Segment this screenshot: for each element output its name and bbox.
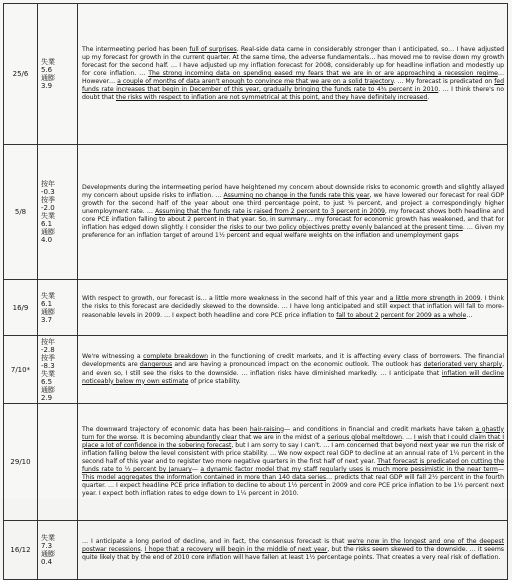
- forecast-value: 6.5: [41, 377, 53, 386]
- quote-text: [78, 336, 508, 404]
- table-row: [4, 280, 508, 336]
- underlined-phrase: fall to about 2 percent for 2009 as a whole: [336, 311, 467, 319]
- underlined-phrase: That forecast is predicated on cutting the funds rate to ½ percent by January: [82, 457, 504, 474]
- forecast-value: 失業: [41, 212, 55, 220]
- text-segment: . … I think there's no doubt that: [82, 86, 504, 102]
- text-segment: … predicts that real GDP will fall 2½ percent in the fourth quarter. … I expect headline PCE price inflation to decline to about 1½ percent in 2009 and core PCE price inflation to be 1½ percent next year. I expect both inflation rates to edge down to 1¼ percent in 2010.: [82, 474, 504, 498]
- text-segment: We're witnessing a: [82, 353, 144, 361]
- text-segment: , and even so, I still see the risks to the downside. … inflation risks have diminished markedly. … I anticipate that: [82, 361, 504, 377]
- text-segment: in the functioning of credit markets, and it is affecting every class of borrowers. The financial developments are: [82, 353, 504, 369]
- underlined-phrase: I wish that I could claim that I place a lot of confidence in the sobering forecast: [82, 433, 504, 449]
- text-segment: The downward trajectory of economic data has been: [82, 425, 250, 433]
- quote-text: [78, 145, 508, 280]
- forecast-value: 3.7: [41, 315, 53, 324]
- forecast-cell: [38, 521, 78, 580]
- forecast-value: 按年: [41, 337, 55, 346]
- quote-text: [78, 521, 508, 580]
- underlined-phrase: serious global meltdown: [327, 433, 402, 441]
- meeting-date: 25/6: [4, 4, 38, 145]
- text-segment: . … My forecast is predicated on: [393, 78, 495, 86]
- text-segment: With respect to growth, our forecast is… a little more weakness in the second half of this year and: [82, 295, 390, 303]
- text-segment: , my forecast shows both headline and core PCE inflation falling to about 2 percent in that year. So, in summary… my forecast for economic growth has weakened, and that for inflation has edged down slightly. I consider the: [82, 207, 504, 232]
- text-segment: . I think the risks to this forecast are decidedly skewed to the downside. … I have long anticipated and still expect that inflation will fall to more-reasonable levels in 2009. … I expect both headline and core PCE price inflation to: [82, 295, 504, 319]
- underlined-phrase: a dynamic factor model that my staff regularly uses is much more pessimistic in the near term: [200, 466, 498, 474]
- underlined-phrase: inflation will decline noticeably below my own estimate: [82, 369, 504, 385]
- underlined-phrase: The strong incoming data on spending eased my fears that we are in or are approaching a recession regime: [148, 69, 498, 77]
- forecast-value: 3.9: [41, 82, 53, 90]
- forecast-value: 通膨: [41, 74, 55, 82]
- text-segment: , but I am sorry to say I can't. … I am concerned that beyond next year we run the risk of inflation falling below the level consistent with price stability. … We now expect real GDP to decline at an annual rate of 1¼ percent in the second half of this year and to register two more negative quarters in the first half of next year.: [82, 441, 504, 465]
- text-segment: , we have lowered our forecast for real GDP growth for the second half of the year about one third percentage point, to just ¾ percent, and project a correspondingly higher unemployment rate. …: [82, 191, 504, 215]
- text-segment: that we are in the midst of a: [236, 433, 328, 441]
- fomc-quotes-table: [3, 3, 508, 580]
- underlined-phrase: deteriorated very sharply: [423, 361, 503, 369]
- underlined-phrase: the risks with respect to inflation are not symmetrical at this point, and they have definitely increased: [115, 94, 428, 102]
- text-segment: . … Given my preference for an inflation target of around 1½ percent and equal welfare weights on the inflation and unemployment gaps: [82, 224, 504, 240]
- quote-text: [78, 280, 508, 336]
- forecast-value: 按季: [41, 196, 55, 204]
- meeting-date: 16/9: [4, 280, 38, 336]
- text-segment: — and conditions in financial and credit markets have taken: [283, 425, 476, 433]
- text-segment: and are having a pronounced impact on the economic outlook. The outlook has: [172, 361, 424, 369]
- forecast-value: -2.0: [41, 204, 55, 212]
- table-row: [4, 145, 508, 280]
- forecast-value: 失業: [41, 369, 55, 378]
- forecast-value: 通膨: [41, 385, 55, 394]
- forecast-cell: [38, 280, 78, 336]
- underlined-phrase: complete breakdown: [143, 353, 208, 361]
- text-segment: , but the risks seem skewed to the downside. … it seems quite likely that by the end of 2010 core inflation will have fallen at least 1½ percentage points. That creates a very real risk of deflation.: [82, 545, 504, 562]
- table-row: [4, 336, 508, 404]
- forecast-value: 2.9: [41, 393, 53, 402]
- text-segment: … However…: [82, 69, 504, 86]
- forecast-cell: [38, 4, 78, 145]
- forecast-value: 7.3: [41, 542, 53, 550]
- forecast-value: 6.1: [41, 220, 53, 228]
- quote-text: [78, 4, 508, 145]
- forecast-value: 通膨: [41, 228, 55, 236]
- underlined-phrase: risks to our two policy objectives pretty evenly balanced at the present time: [229, 224, 463, 232]
- meeting-date: 5/8: [4, 145, 38, 280]
- forecast-value: 按季: [41, 353, 55, 362]
- text-segment: —: [497, 466, 504, 474]
- text-segment: The intermeeting period has been: [82, 45, 190, 53]
- meeting-date: 29/10: [4, 404, 38, 521]
- forecast-value: 通膨: [41, 550, 55, 558]
- forecast-cell: [38, 145, 78, 280]
- forecast-value: -8.3: [41, 361, 55, 370]
- text-segment: …: [466, 311, 473, 319]
- underlined-phrase: This model aggregates the information contained in more than 140 data series: [82, 474, 327, 482]
- underlined-phrase: we're now in the longest and one of the deepest postwar recessions: [82, 537, 504, 553]
- underlined-phrase: full of surprises: [189, 45, 237, 53]
- forecast-value: 6.1: [41, 299, 53, 308]
- table-row: [4, 404, 508, 521]
- meeting-date: 7/10*: [4, 336, 38, 404]
- text-segment: Developments during the intermeeting period have heightened my concern about downside risks to economic growth and slightly allayed my concern about upside risks to inflation. …: [82, 183, 504, 199]
- text-segment: .: [427, 94, 430, 102]
- underlined-phrase: a couple of months of data aren't enough to convince me that we are on a solid trajectory: [117, 78, 394, 86]
- table-row: [4, 521, 508, 580]
- underlined-phrase: hair-raising: [249, 425, 284, 433]
- meeting-date: 16/12: [4, 521, 38, 580]
- underlined-phrase: a little more strength in 2009: [389, 295, 481, 303]
- underlined-phrase: abundantly clear: [185, 433, 237, 441]
- text-segment: . Real-side data came in considerably stronger than I anticipated, so… I have adjusted up my forecast for growth in the current quarter. At the same time, the adverse fundamentals… has moved me to revise down my growth forecast for the second half. … I have adjusted up my inflation forecast for 2008, considerably up for headline inflation and modestly up for core inflation. …: [82, 45, 504, 77]
- forecast-value: -2.8: [41, 345, 55, 354]
- quote-text: [78, 404, 508, 521]
- forecast-value: 5.6: [41, 66, 53, 74]
- underlined-phrase: fed funds rate increases that begin in December of this year, gradually bringing the funds rate to 4¾ percent in 2010: [82, 78, 504, 94]
- underlined-phrase: Assuming that the funds rate is raised from 2 percent to 3 percent in 2009: [155, 207, 385, 215]
- forecast-value: -0.3: [41, 188, 55, 196]
- forecast-value: 失業: [41, 534, 55, 542]
- underlined-phrase: dangerous: [139, 361, 173, 369]
- forecast-value: 失業: [41, 291, 55, 300]
- forecast-cell: [38, 404, 78, 521]
- text-segment: . It is becoming: [136, 433, 186, 441]
- underlined-phrase: Assuming no change in the funds rate this year: [223, 191, 370, 199]
- table-row: [4, 4, 508, 145]
- text-segment: … I anticipate a long period of decline, and in fact, the consensus forecast is that: [82, 537, 348, 545]
- forecast-value: 4.0: [41, 236, 53, 244]
- underlined-phrase: a ghastly turn for the worse: [82, 425, 504, 441]
- underlined-phrase: I hope that a recovery will begin in the middle of next year: [144, 545, 328, 553]
- forecast-value: 通膨: [41, 307, 55, 316]
- text-segment: —: [191, 466, 201, 474]
- text-segment: .: [140, 545, 145, 553]
- forecast-value: 0.4: [41, 558, 53, 566]
- forecast-value: 按年: [41, 180, 55, 188]
- forecast-value: 失業: [41, 58, 55, 66]
- text-segment: of price stability.: [188, 377, 241, 385]
- text-segment: . …: [401, 433, 414, 441]
- forecast-cell: [38, 336, 78, 404]
